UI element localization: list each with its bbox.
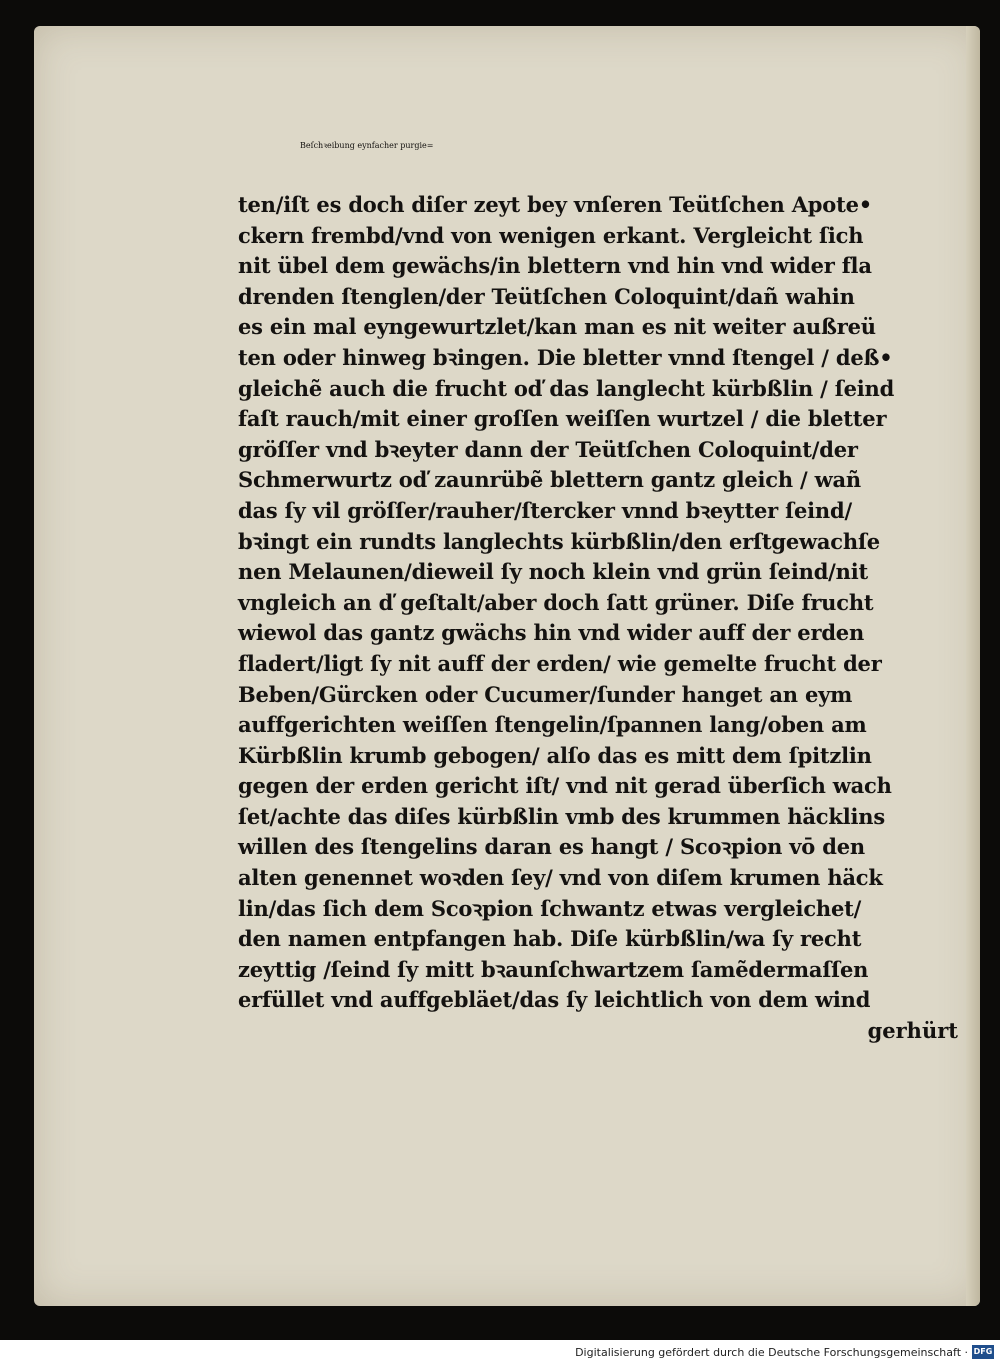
text-line: gleichẽ auch die frucht oď das langlecht kürbßlin / ſeind [238,375,895,401]
body-text [238,190,958,1016]
page-text-block [238,102,958,1047]
text-line: Kürbßlin krumb gebogen/ alſo das es mitt dem ſpitzlin [238,742,872,768]
text-line: gröſſer vnd bꝛeyter dann der Teütſchen Coloquint/der [238,436,858,462]
footer-bar [0,1340,1000,1365]
text-line: erfüllet vnd auffgebläet/das ſy leichtlich von dem wind [238,987,871,1013]
text-line: wiewol das gantz gwächs hin vnd wider auff der erden [238,620,865,646]
page-edge [966,26,980,1306]
text-line: alten genennet woꝛden ſey/ vnd von diſem krumen häck [238,865,883,891]
text-line: es ein mal eyngewurtzlet/kan man es nit weiter außreü [238,314,876,340]
text-line: ten oder hinweg bꝛingen. Die bletter vnnd ſtengel / deß• [238,344,893,370]
text-line: das ſy vil gröſſer/rauher/ſtercker vnnd bꝛeytter ſeind/ [238,497,852,523]
text-line: Beben/Gürcken oder Cucumer/ſunder hanget an eym [238,681,853,707]
text-line: gegen der erden gericht iſt/ vnd nit gerad überſich wach [238,773,892,799]
text-line: ſet/achte das diſes kürbßlin vmb des krummen häcklins [238,803,885,829]
text-line: ckern frembd/vnd von wenigen erkant. Vergleicht ſich [238,222,864,248]
catchword: gerhürt [867,1018,958,1044]
text-line: den namen entpfangen hab. Diſe kürbßlin/wa ſy recht [238,926,862,952]
text-line: bꝛingt ein rundts langlechts kürbßlin/den erſtgewachſe [238,528,880,554]
text-line: faſt rauch/mit einer groſſen weiſſen wurtzel / die bletter [238,406,887,432]
text-line: Schmerwurtz oď zaunrübẽ blettern gantz gleich / wañ [238,467,861,493]
text-line: ten/iſt es doch diſer zeyt bey vnſeren Teütſchen Apote• [238,192,872,217]
dfg-credit: Digitalisierung gefördert durch die Deutsche Forschungsgemeinschaft · [575,1346,968,1359]
text-line: auffgerichten weiſſen ſtengelin/ſpannen lang/oben am [238,712,867,738]
text-line: willen des ſtengelins daran es hangt / Scoꝛpion vō den [238,834,865,860]
book-page [34,26,980,1306]
dfg-logo-icon: DFG [972,1345,994,1359]
text-line: lin/das ſich dem Scoꝛpion ſchwantz etwas vergleichet/ [238,895,862,921]
text-line: drenden ſtenglen/der Teütſchen Coloquint/dañ wahin [238,283,855,309]
running-header: Beſchꝛeibung eynfacher purgie= [300,141,434,150]
text-line: nit übel dem gewächs/in blettern vnd hin vnd wider fla [238,253,872,279]
text-line: zeyttig /ſeind ſy mitt bꝛaunſchwartzem ſamẽdermaſſen [238,956,869,982]
text-line: nen Melaunen/dieweil ſy noch klein vnd grün ſeind/nit [238,559,868,585]
text-line: fladert/ligt ſy nit auff der erden/ wie gemelte frucht der [238,650,882,676]
text-line: vngleich an ď geſtalt/aber doch ſatt grüner. Diſe frucht [238,589,874,615]
